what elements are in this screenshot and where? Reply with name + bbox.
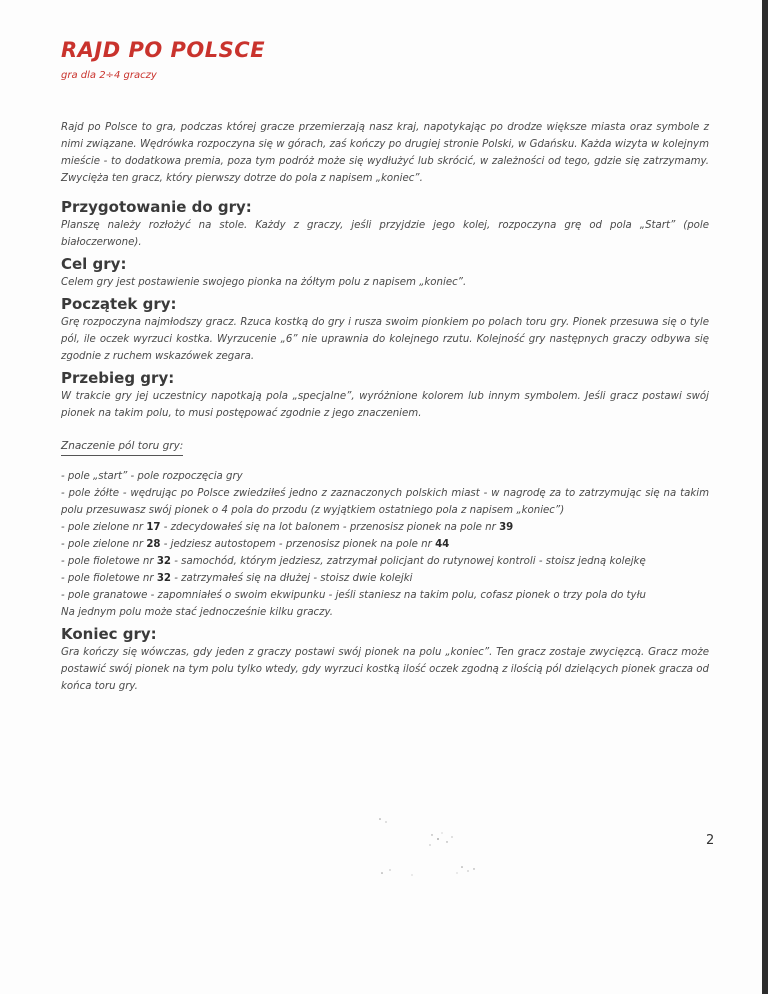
heading-course: Przebieg gry: bbox=[61, 369, 175, 388]
page-number: 2 bbox=[706, 833, 715, 848]
legend-text: - zatrzymałeś się na dłużej - stoisz dwie kolejki bbox=[171, 573, 413, 585]
course-text: W trakcie gry jej uczestnicy napotkają pola „specjalne”, wyróżnione kolorem lub innym symbolem. Jeśli gracz postawi swój pionek na takim polu, to musi postępować zgodnie z jego znaczeniem. bbox=[61, 391, 709, 420]
legend-text: - pole zielone nr bbox=[61, 522, 147, 534]
field-number: 28 bbox=[146, 539, 161, 551]
end-text: Gra kończy się wówczas, gdy jeden z graczy postawi swój pionek na polu „koniec”. Ten gracz zostaje zwycięzcą. Gracz może postawić swój pionek na tym polu tylko wtedy, gdy wyrzuci kostką ilość oczek zgodną z ilością pól dzielących pionek gracza od końca toru gry. bbox=[61, 647, 709, 693]
heading-preparation: Przygotowanie do gry: bbox=[61, 198, 252, 217]
legend-item-green-17 bbox=[61, 519, 709, 536]
heading-start: Początek gry: bbox=[61, 295, 177, 314]
legend-item-yellow: - pole żółte - wędrując po Polsce zwiedziłeś jedno z zaznaczonych polskich miast - w nagrodę za to zatrzymując się na takim polu przesuwasz swój pionek o 4 pola do przodu (z wyjątkiem ostatniego pola z napisem „koniec”) bbox=[61, 488, 709, 517]
legend-item-purple-32a bbox=[61, 553, 709, 570]
field-number: 17 bbox=[146, 522, 161, 534]
legend-item-green-28 bbox=[61, 536, 709, 553]
document-title: RAJD PO POLSCE bbox=[61, 38, 266, 62]
legend-title: Znaczenie pól toru gry: bbox=[61, 440, 183, 456]
preparation-text: Planszę należy rozłożyć na stole. Każdy z graczy, jeśli przyjdzie jego kolej, rozpoczyna grę od pola „Start” (pole białoczerwone). bbox=[61, 220, 709, 249]
scan-edge bbox=[762, 0, 768, 994]
heading-end: Koniec gry: bbox=[61, 625, 157, 644]
legend-note: Na jednym polu może stać jednocześnie kilku graczy. bbox=[61, 607, 333, 619]
legend-text: - pole fioletowe nr bbox=[61, 556, 157, 568]
legend-text: - samochód, którym jedziesz, zatrzymał policjant do rutynowej kontroli - stoisz jedną kolejkę bbox=[171, 556, 646, 568]
document-subtitle: gra dla 2÷4 graczy bbox=[61, 70, 157, 81]
legend-text: - pole fioletowe nr bbox=[61, 573, 157, 585]
legend-list bbox=[61, 468, 709, 621]
start-text: Grę rozpoczyna najmłodszy gracz. Rzuca kostką do gry i rusza swoim pionkiem po polach toru gry. Pionek przesuwa się o tyle pól, ile oczek wyrzuci kostka. Wyrzucenie „6” nie uprawnia do kolejnego rzutu. Kolejność gry następnych graczy odbywa się zgodnie z ruchem wskazówek zegara. bbox=[61, 317, 709, 363]
field-number: 44 bbox=[435, 539, 450, 551]
document-page bbox=[61, 38, 709, 695]
goal-text: Celem gry jest postawienie swojego pionka na żółtym polu z napisem „koniec”. bbox=[61, 277, 467, 289]
scan-specks bbox=[372, 815, 492, 885]
legend-item-start: - pole „start” - pole rozpoczęcia gry bbox=[61, 471, 243, 483]
field-number: 39 bbox=[499, 522, 514, 534]
heading-goal: Cel gry: bbox=[61, 255, 127, 274]
field-number: 32 bbox=[156, 573, 171, 585]
intro-paragraph: Rajd po Polsce to gra, podczas której gracze przemierzają nasz kraj, napotykając po drodze większe miasta oraz symbole z nimi związane. Wędrówka rozpoczyna się w górach, zaś kończy po drugiej stronie Polski, w Gdańsku. Każda wizyta w kolejnym mieście - to dodatkowa premia, poza tym podróż może się wydłużyć lub skrócić, w zależności od tego, gdzie się zatrzymamy. Zwycięża ten gracz, który pierwszy dotrze do pola z napisem „koniec”. bbox=[61, 122, 709, 184]
legend-item-navy: - pole granatowe - zapomniałeś o swoim ekwipunku - jeśli staniesz na takim polu, cofasz pionek o trzy pola do tyłu bbox=[61, 590, 646, 602]
legend-text: - jedziesz autostopem - przenosisz pionek na pole nr bbox=[160, 539, 436, 551]
legend-item-purple-32b bbox=[61, 570, 709, 587]
field-number: 32 bbox=[156, 556, 171, 568]
legend-text: - zdecydowałeś się na lot balonem - przenosisz pionek na pole nr bbox=[160, 522, 500, 534]
legend-text: - pole zielone nr bbox=[61, 539, 147, 551]
